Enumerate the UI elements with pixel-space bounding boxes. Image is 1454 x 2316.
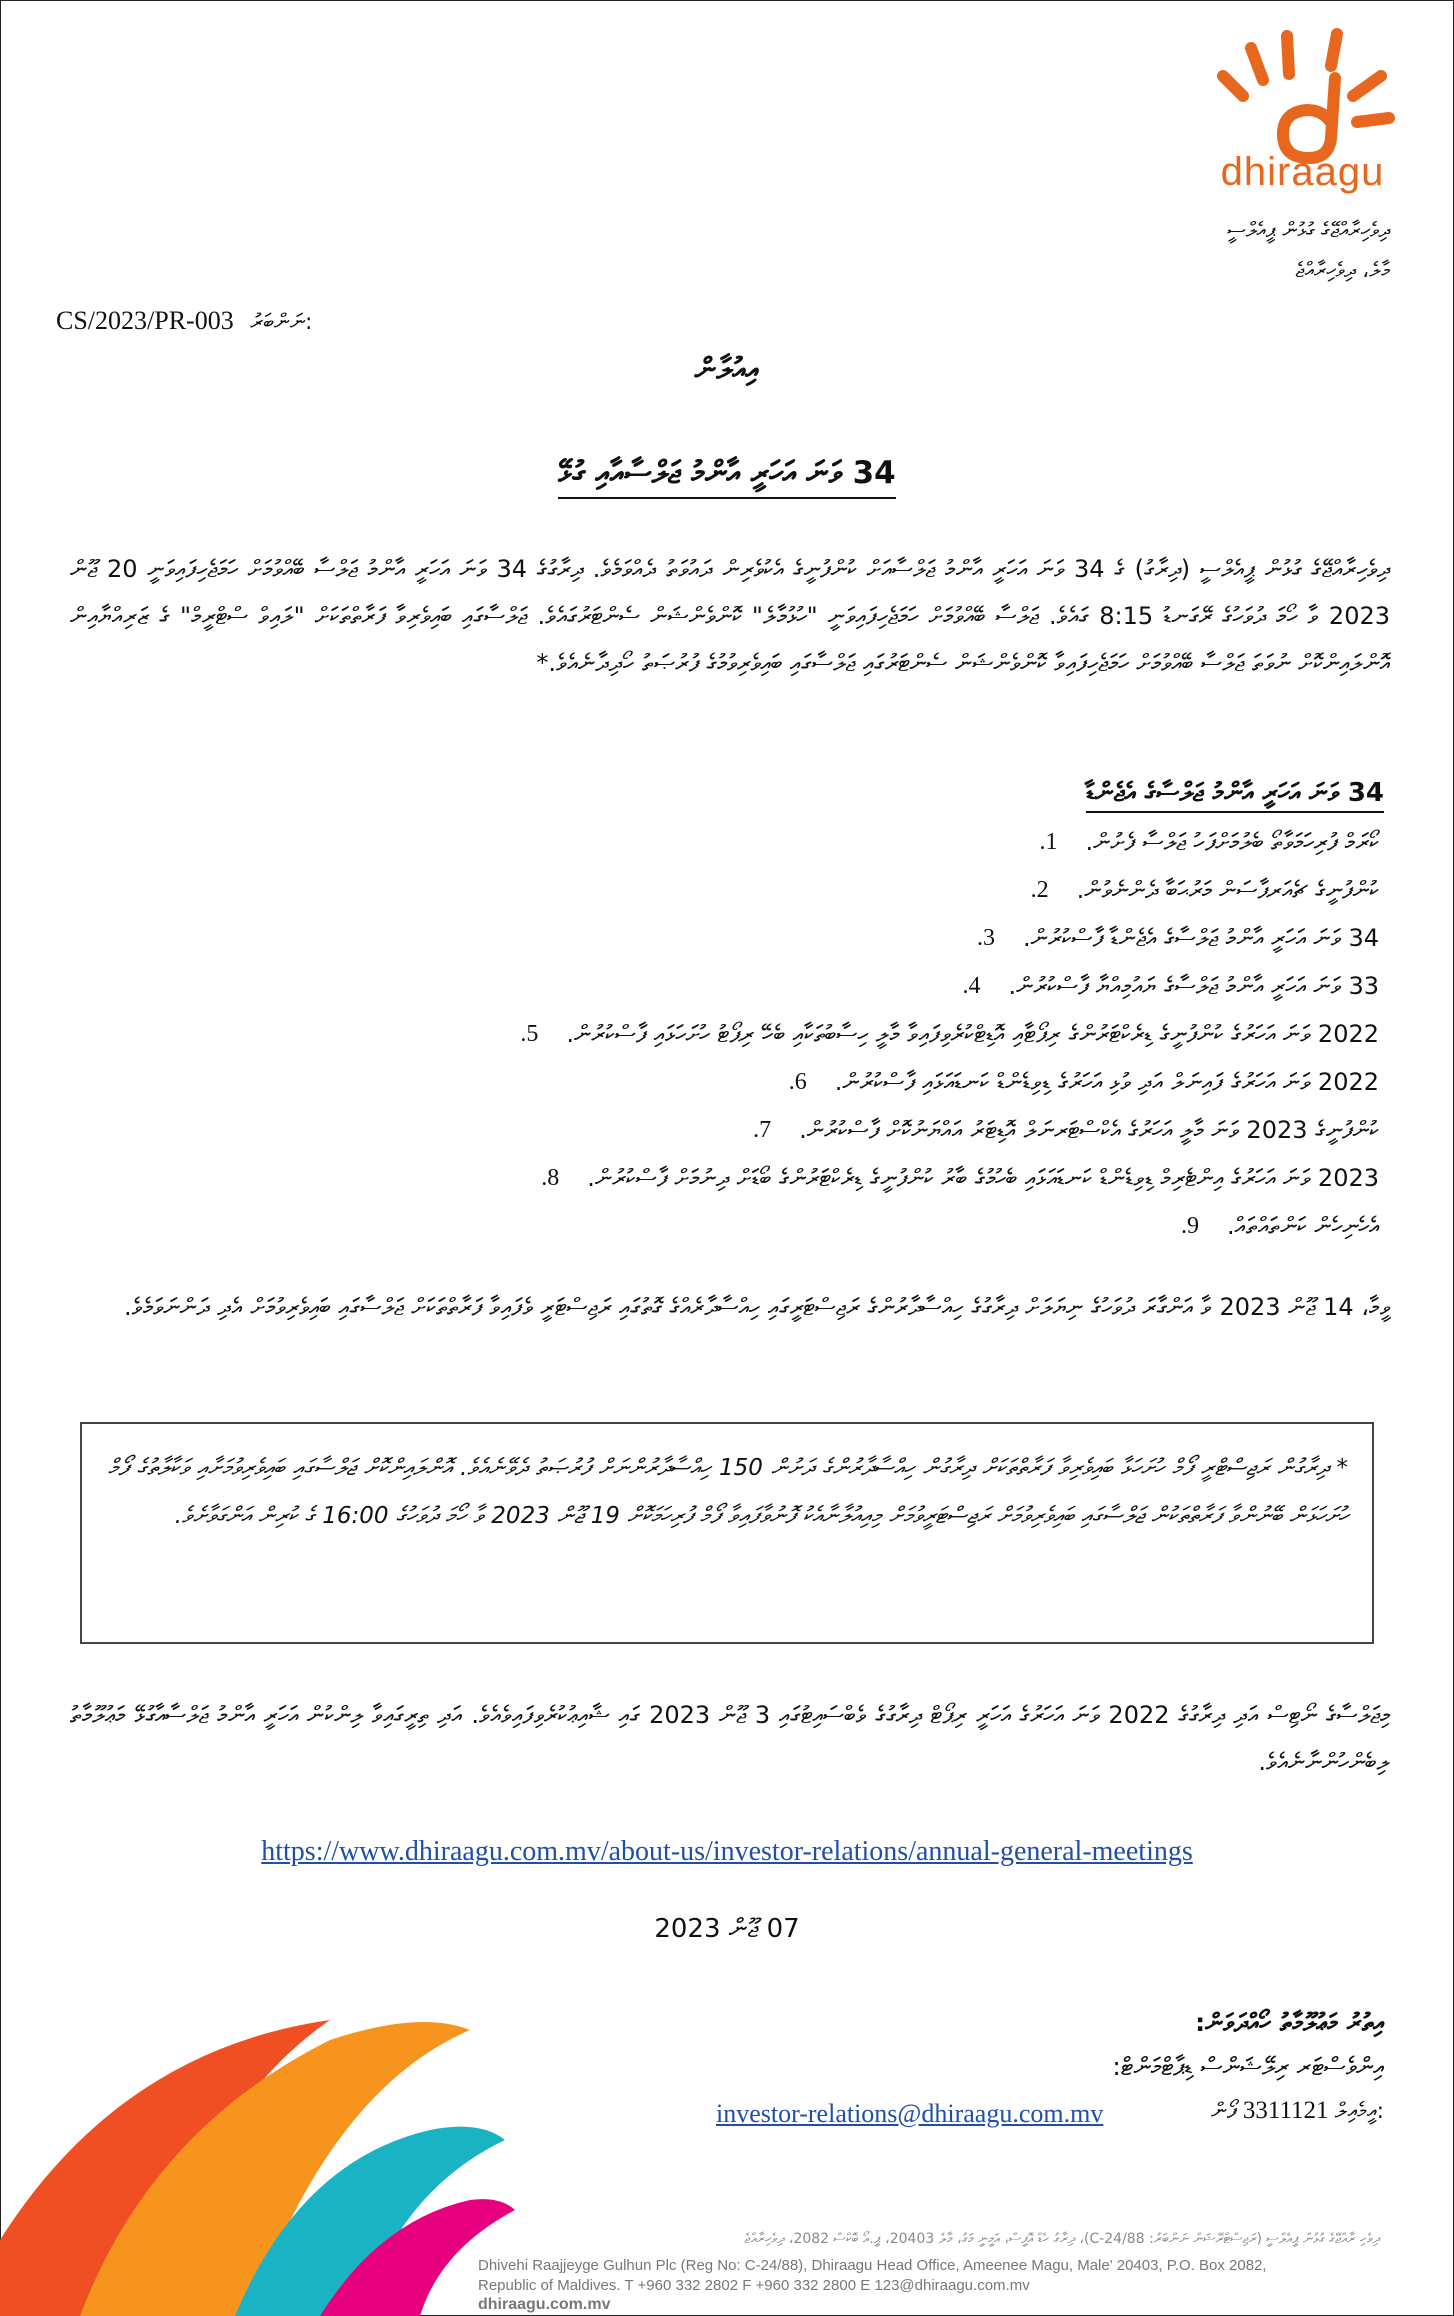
list-item	[129, 914, 1379, 962]
agm-link[interactable]: https://www.dhiraagu.com.mv/about-us/investor-relations/annual-general-meetings	[261, 1836, 1193, 1867]
footer-dhivehi: ދިވެހި ރާއްޖޭގެ ގުޅުން ޕީއެލްސީ (ރަޖިސްޓްރޭޝަން ނަންބަރު: C-24/88)، ދިރާގު ހެޑް އޮފީސް، އަމީނީ މަގު، މާލެ 20403، ޕީ.އޯ ބޮކްސް 2082، ދިވެހިރާއްޖެ	[744, 2231, 1380, 2247]
agenda-list	[129, 818, 1379, 1250]
company-name: ދިވެހިރާއްޖޭގެ ގުޅުން ޕީއެލްސީ	[1227, 218, 1390, 242]
date-text: 07 ޖޫން 2023	[654, 1914, 800, 1944]
agenda-item-text: 33 ވަނަ އަހަރީ އާންމު ޖަލްސާގެ ޔައުމިއްޔާ ފާސްކުރުން.	[1008, 972, 1379, 1000]
agenda-item-text: އެހެނިހެން ކަންތައްތައް.	[1226, 1212, 1379, 1240]
agenda-item-number: 2.	[1030, 876, 1049, 903]
list-item	[129, 866, 1379, 914]
footer-address	[478, 2256, 1378, 2296]
agenda-item-number: 8.	[541, 1164, 560, 1191]
intro-paragraph: ދިވެހިރާއްޖޭގެ ގުޅުން ޕީއެލްސީ (ދިރާގު) ގެ 34 ވަނަ އަހަރީ އާންމު ޖަލްސާއަށް ކުންފުނީގެ އެކުވެރިން ދައުވަތު ދެއްވަމެވެ. ދިރާގުގެ 34 ވަނަ އަހަރީ އާންމު ޖަލްސާ ބޭއްވުމަށް ހަމަޖެހިފައިވަނީ 20 ޖޫން 2023 ވާ ހޯމަ ދުވަހުގެ ރޭގަނޑު 8:15 ގައެވެ. ޖަލްސާ ބޭއްވުމަށް ހަމަޖެހިފައިވަނީ "ހުޅުމާލެ" ކޮންވެންޝަން ސެންޓަރުގައެވެ. ޖަލްސާގައި ބައިވެރިވާ ފަރާތްތަކަށް "ލައިވް ސްޓްރީމް" ގެ ޒަރިއްޔާއިން އޮންލައިންކޮށް ނުވަތަ ޖަލްސާ ބޭއްވުމަށް ހަމަޖެހިފައިވާ ކޮންވެންޝަން ސެންޓަރުގައި ޖަލްސާގައި ބައިވެރިވުމުގެ ފުރުޞަތު ހޯދިދާނެއެވެ.*	[70, 555, 1391, 677]
note-box	[80, 1422, 1374, 1644]
reference-value: CS/2023/PR-003	[56, 306, 234, 335]
agenda-item-text: ކޯރަމް ފުރިހަމަވާތޯ ބެލުމަށްފަހު ޖަލްސާ ފެށުން.	[1085, 828, 1379, 856]
list-item	[129, 1106, 1379, 1154]
logo-wordmark: dhiraagu	[1220, 150, 1385, 194]
agenda-item-number: 7.	[753, 1116, 772, 1143]
email-label: އީމެއިލް	[1334, 2099, 1377, 2124]
list-item	[129, 1202, 1379, 1250]
agenda-title: 34 ވަނަ އަހަރީ އާންމު ޖަލްސާގެ އެޖެންޑާ	[1086, 778, 1384, 813]
footer-website[interactable]: dhiraagu.com.mv	[478, 2296, 611, 2313]
list-item	[129, 818, 1379, 866]
agenda-item-number: 4.	[962, 972, 981, 999]
agenda-item-text: 2023 ވަނަ އަހަރުގެ އިންޓެރިމް ޑިވިޑެންޑް ކަނޑައަޅައި ބެހުމުގެ ބާރު ކުންފުނީގެ ޑިރެކްޓަރުންގެ ބޯޑަށް ދިނުމަށް ފާސްކުރުން.	[587, 1164, 1379, 1192]
phone-number[interactable]: 3311121	[1242, 2097, 1329, 2124]
company-location: މާލެ، ދިވެހިރާއްޖެ	[1295, 258, 1390, 282]
list-item	[129, 1058, 1379, 1106]
subject-text: 34 ވަނަ އަހަރީ އާންމު ޖަލްސާއާއި ގުޅޭ	[558, 455, 895, 499]
agenda-item-number: 1.	[1039, 828, 1058, 855]
subject-line	[0, 455, 1454, 492]
decorative-swoosh	[0, 1960, 520, 2316]
reference-number	[56, 306, 312, 336]
agenda-item-number: 9.	[1180, 1212, 1199, 1239]
agenda-item-number: 6.	[788, 1068, 807, 1095]
closing-paragraph: މިޖަލްސާގެ ނޯޓިސް އަދި ދިރާގުގެ 2022 ވަނަ އަހަރުގެ އަހަރީ ރިޕޯޓް ދިރާގުގެ ވެބްސައިޓުގައި 3 ޖޫން 2023 ގައި ޝާއިޢުކުރެވިފައިވެއެވެ. އަދި ތިރީގައިވާ ލިންކުން އަހަރީ އާންމު ޖަލްސާއާގުޅޭ މަޢުލޫމާތު ލިބެންހުންނާނެއެވެ.	[70, 1701, 1390, 1776]
contact-phone-row	[1211, 2097, 1384, 2125]
list-item	[129, 1154, 1379, 1202]
page-title: އިއުލާން	[694, 352, 760, 387]
agenda-item-number: 5.	[520, 1020, 539, 1047]
agenda-item-text: 2022 ވަނަ އަހަރުގެ ކުންފުނީގެ ޑިރެކްޓަރުންގެ ރިޕޯޓާއި އޮޑިޓްކުރެވިފައިވާ މާލީ ހިސާބުތަކާއި ބެހޭ ރިޕޯޓު ހުށަހަޅައި ފާސްކުރުން.	[566, 1020, 1379, 1048]
agenda-item-text: 2022 ވަނަ އަހަރުގެ ފައިނަލް އަދި ވުޅި އަހަރުގެ ޑިވިޑެންޑް ކަނޑައަޅައި ފާސްކުރުން.	[834, 1068, 1379, 1096]
announcement-date	[0, 1914, 1454, 1945]
agenda-item-text: ކުންފުނީގެ ޗެއަރޕާސަން މަރުޙަބާ ދެންނެވުން.	[1076, 876, 1379, 904]
agenda-item-text: 34 ވަނަ އަހަރީ އާންމު ޖަލްސާގެ އެޖެންޑާ ފާސްކުރުން.	[1023, 924, 1379, 952]
reference-label: ނަންބަރު:	[250, 310, 313, 335]
contact-title: އިތުރު މަޢުލޫމާތު ހޯއްދަވަން:	[1195, 2008, 1384, 2037]
contact-department: އިންވެސްޓަރ ރިލޭޝަންސް ޑިޕާޓްމަންޓް:	[1112, 2052, 1384, 2081]
record-date-paragraph: ވީމާ، 14 ޖޫން 2023 ވާ އަންގާރަ ދުވަހުގެ ނިޔަލަށް ދިރާގުގެ ހިއްސާދާރުންގެ ރަޖިސްޓަރީގައި ހިއްސާދާރެއްގެ ގޮތުގައި ރަޖިސްޓަރީ ވެފައިވާ ފަރާތްތަކަށް ޖަލްސާގައި ބައިވެރިވުމަށް އެދި ދަންނަވަމެވެ.	[123, 1293, 1390, 1321]
agenda-item-text: ކުންފުނީގެ 2023 ވަނަ މާލީ އަހަރުގެ އެކްސްޓަރނަލް އޮޑިޓަރު އައްޔަނުކޮށް ފާސްކުރުން.	[799, 1116, 1379, 1144]
agenda-item-number: 3.	[977, 924, 996, 951]
footer-line-2: Republic of Maldives. T +960 332 2802 F +960 332 2800 E 123@dhiraagu.com.mv	[478, 2277, 1030, 2294]
contact-email[interactable]: investor-relations@dhiraagu.com.mv	[716, 2099, 1104, 2128]
list-item	[129, 1010, 1379, 1058]
footer-line-1: Dhivehi Raajjeyge Gulhun Plc (Reg No: C-24/88), Dhiraagu Head Office, Ameenee Magu, Male' 20403, P.O. Box 2082,	[478, 2257, 1267, 2274]
note-text: * ދިރާގުން ރަޖިސްޓްރީ ފޯމް ހުށަހަޅާ ބައިވެރިވާ ފަރާތްތަކަށް ދިރާގުން ހިއްސާދާރުންގެ ދަށުން 150 ހިއްސާދާރުންނަށް ފުރުޞަތު ދެވޭނެއެވެ. އޮންލައިންކޮށް ޖަލްސާގައި ބައިވެރިވުމަށާއި ވަކާލާތުގެ ފޯމް ހުށަހަޅަން ބޭނުންވާ ފަރާތްތަކުން ޖަލްސާގައި ބައިވެރިވުމަށް ރަޖިސްޓަރީވުމަށް މިއިއުލާނާއެކު ފޮނުވާފައިވާ ފޯމް ފުރިހަމަކޮށް 19 ޖޫން 2023 ވާ ހޯމަ ދުވަހުގެ 16:00 ގެ ކުރިން އަންގަވާށެވެ.	[108, 1455, 1348, 1529]
phone-label: ފޯން:	[1211, 2099, 1384, 2124]
list-item	[129, 962, 1379, 1010]
